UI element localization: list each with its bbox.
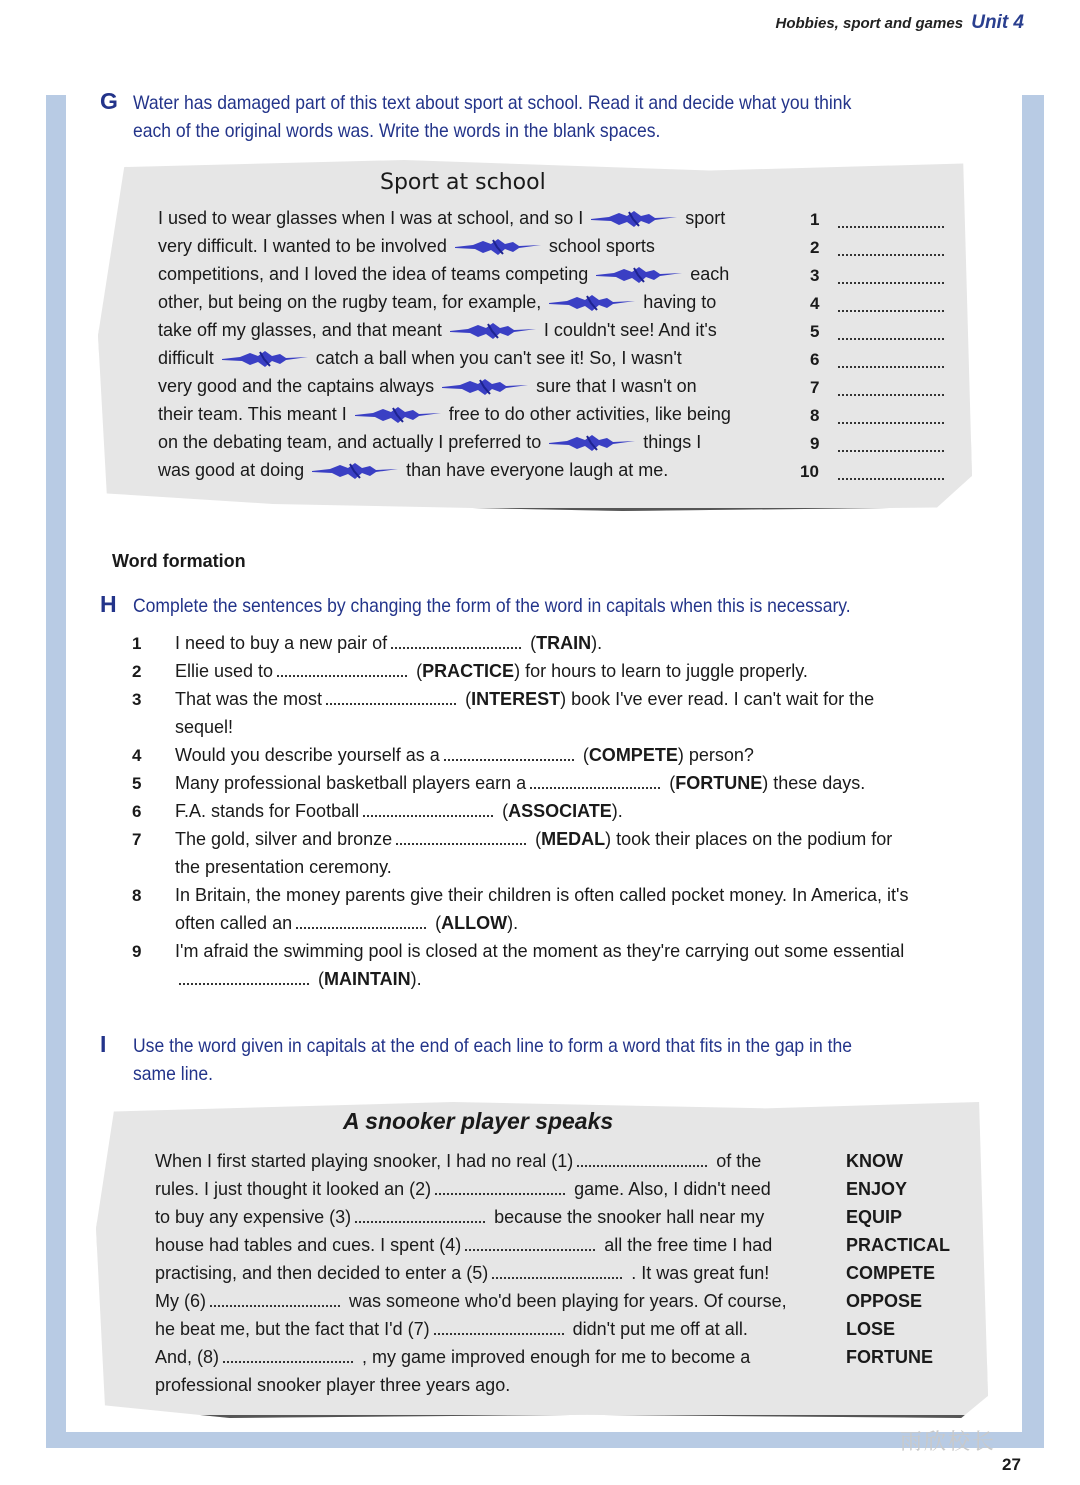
answer-blank[interactable] (391, 645, 521, 649)
line-text-before: on the debating team, and actually I preferred to (158, 432, 542, 452)
sentence-text: the presentation ceremony. (175, 857, 392, 877)
sentence-text-after: ) person? (677, 745, 754, 765)
answer-number: 2 (810, 238, 820, 257)
word-formation-heading: Word formation (112, 551, 246, 571)
item-number: 5 (132, 774, 142, 793)
sentence-line: That was the most (INTEREST) book I've ever read. I can't wait for the (175, 689, 875, 709)
sentence-text-after: ). (507, 913, 519, 933)
answer-blank[interactable] (296, 925, 426, 929)
line-text-after: I couldn't see! And it's (543, 320, 717, 340)
sentence-line: Would you describe yourself as a (COMPETE) person? (175, 745, 754, 765)
section-letter-h: H (100, 591, 117, 617)
sentence-text-after: ) book I've ever read. I can't wait for the (560, 689, 875, 709)
capital-word: FORTUNE (675, 773, 763, 793)
text-line (158, 404, 731, 425)
line-text-before: very good and the captains always (158, 376, 435, 396)
water-splash-icon (310, 462, 400, 480)
line-text-before: take off my glasses, and that meant (158, 320, 442, 340)
instruction-h: Complete the sentences by changing the form of the word in capitals when this is necessary. (133, 595, 851, 617)
sentence-line: The gold, silver and bronze (MEDAL) took their places on the podium for (175, 829, 893, 849)
text-line (155, 1151, 761, 1172)
answer-blank[interactable] (223, 1359, 353, 1363)
answer-blank[interactable] (492, 1275, 622, 1279)
sentence-text: I need to buy a new pair of (175, 633, 388, 653)
item-number: 6 (132, 802, 142, 821)
answer-blank-8[interactable] (838, 422, 944, 424)
answer-number: 1 (810, 210, 820, 229)
sentence-line: Ellie used to (PRACTICE) for hours to learn to juggle properly. (175, 661, 808, 681)
item-number: 9 (132, 942, 142, 961)
root-word: OPPOSE (846, 1291, 923, 1311)
sentence-line: (MAINTAIN). (175, 969, 422, 990)
answer-number: 6 (810, 350, 820, 369)
line-text-after: things I (643, 432, 702, 452)
section-letter-i: I (100, 1031, 107, 1057)
answer-blank[interactable] (363, 813, 493, 817)
line-text-before: to buy any expensive (3) (155, 1207, 352, 1227)
line-text-after: catch a ball when you can't see it! So, I wasn't (315, 348, 682, 368)
header-unit: Unit 4 (971, 12, 1024, 33)
line-text-before: I used to wear glasses when I was at school, and so I (158, 208, 584, 228)
line-text-after: . It was great fun! (626, 1263, 770, 1283)
text-line (158, 264, 729, 285)
answer-blank-1[interactable] (838, 226, 944, 228)
capital-word: PRACTICE (422, 661, 515, 681)
text-line (158, 432, 701, 453)
water-splash-icon (594, 266, 684, 284)
instruction-g-2: each of the original words was. Write the words in the blank spaces. (133, 120, 661, 142)
line-text-before: rules. I just thought it looked an (2) (155, 1179, 432, 1199)
sentence-text: F.A. stands for Football (175, 801, 360, 821)
watermark: 雨欣校长 (900, 1429, 997, 1454)
sentence-line (175, 941, 904, 962)
answer-number: 5 (810, 322, 820, 341)
line-text-before: My (6) (155, 1291, 206, 1311)
box-title-sport-at-school: Sport at school (380, 170, 546, 195)
text-line (155, 1347, 750, 1368)
sentence-text: often called an (175, 913, 293, 933)
line-text-before: And, (8) (155, 1347, 220, 1367)
sentence-text-after: ). (611, 801, 623, 821)
answer-blank[interactable] (530, 785, 660, 789)
box-title-snooker: A snooker player speaks (343, 1108, 614, 1134)
root-word: FORTUNE (846, 1347, 933, 1367)
line-text-after: having to (643, 292, 717, 312)
answer-number: 4 (810, 294, 820, 313)
sentence-line: F.A. stands for Football (ASSOCIATE). (175, 801, 623, 821)
text-line (155, 1291, 787, 1312)
water-splash-icon (440, 378, 530, 396)
water-splash-icon (547, 294, 637, 312)
sentence-text: Many professional basketball players earn a (175, 773, 527, 793)
root-word: COMPETE (846, 1263, 936, 1283)
sentence-text: sequel! (175, 717, 234, 737)
capital-word: INTEREST (471, 689, 561, 709)
text-line (155, 1235, 772, 1256)
water-splash-icon (453, 238, 543, 256)
text-line (155, 1263, 769, 1284)
line-text-after: , my game improved enough for me to become a (357, 1347, 751, 1367)
root-word: PRACTICAL (846, 1235, 950, 1255)
root-word: KNOW (846, 1151, 903, 1171)
sentence-text-after: ) for hours to learn to juggle properly. (514, 661, 808, 681)
answer-blank[interactable] (435, 1191, 565, 1195)
item-number: 1 (132, 634, 142, 653)
root-word: LOSE (846, 1319, 896, 1339)
answer-blank[interactable] (326, 701, 456, 705)
text-line (155, 1375, 510, 1396)
line-text-before: When I first started playing snooker, I had no real (1) (155, 1151, 574, 1171)
sentence-text-after: ). (591, 633, 603, 653)
text-line (155, 1207, 764, 1228)
line-text-after: of the (711, 1151, 762, 1171)
text-line (158, 236, 655, 257)
line-text-before: very difficult. I wanted to be involved (158, 236, 447, 256)
capital-word: ALLOW (441, 913, 508, 933)
sentence-text: The gold, silver and bronze (175, 829, 393, 849)
line-text-after: because the snooker hall near my (489, 1207, 765, 1227)
line-text-after: all the free time I had (599, 1235, 773, 1255)
water-splash-icon (353, 406, 443, 424)
root-word: EQUIP (846, 1207, 903, 1227)
answer-blank[interactable] (396, 841, 526, 845)
capital-word: COMPETE (588, 745, 678, 765)
line-text-after: free to do other activities, like being (448, 404, 731, 424)
answer-blank-9[interactable] (838, 450, 944, 452)
answer-blank[interactable] (434, 1331, 564, 1335)
sentence-text: That was the most (175, 689, 323, 709)
instruction-i-2: same line. (133, 1063, 213, 1085)
line-text-before: practising, and then decided to enter a (5) (155, 1263, 489, 1283)
water-splash-icon (547, 434, 637, 452)
answer-blank[interactable] (444, 757, 574, 761)
answer-blank[interactable] (465, 1247, 595, 1251)
item-number: 7 (132, 830, 142, 849)
line-text-after: than have everyone laugh at me. (406, 460, 669, 480)
capital-word: MAINTAIN (324, 969, 411, 989)
capital-word: TRAIN (536, 633, 592, 653)
answer-blank-5[interactable] (838, 338, 944, 340)
answer-blank-10[interactable] (838, 478, 944, 480)
capital-word: MEDAL (541, 829, 606, 849)
line-text-after: each (690, 264, 730, 284)
line-text-after: didn't put me off at all. (567, 1319, 748, 1339)
sentence-line: I need to buy a new pair of (TRAIN). (175, 633, 603, 653)
page-number: 27 (1002, 1455, 1021, 1474)
answer-number: 7 (810, 378, 820, 397)
line-text-before: was good at doing (158, 460, 305, 480)
sentence-text: I'm afraid the swimming pool is closed at the moment as they're carrying out some essential (175, 941, 905, 961)
answer-blank[interactable] (179, 981, 309, 985)
sentence-line (175, 717, 233, 738)
text-line (158, 208, 725, 229)
sentence-line (175, 885, 908, 906)
sentence-text: Would you describe yourself as a (175, 745, 440, 765)
item-number: 8 (132, 886, 142, 905)
answer-blank-7[interactable] (838, 394, 944, 396)
line-text-after: sure that I wasn't on (536, 376, 697, 396)
answer-blank[interactable] (355, 1219, 485, 1223)
line-text-after: sport (685, 208, 726, 228)
item-number: 4 (132, 746, 142, 765)
text-line (158, 460, 668, 481)
answer-blank-6[interactable] (838, 366, 944, 368)
page-header (776, 12, 1025, 34)
answer-blank-3[interactable] (838, 282, 944, 284)
header-title: Hobbies, sport and games (775, 15, 964, 32)
line-text-before: house had tables and cues. I spent (4) (155, 1235, 462, 1255)
line-text-before: their team. This meant I (158, 404, 347, 424)
sentence-line (175, 857, 392, 878)
line-text-before: other, but being on the rugby team, for example, (158, 292, 542, 312)
answer-number: 8 (810, 406, 820, 425)
text-box-snooker-player (96, 1102, 988, 1418)
capital-word: ASSOCIATE (508, 801, 612, 821)
text-line (158, 348, 682, 369)
line-text-before: competitions, and I loved the idea of teams competing (158, 264, 589, 284)
text-line (158, 292, 716, 313)
water-splash-icon (448, 322, 538, 340)
item-number: 3 (132, 690, 142, 709)
answer-number: 3 (810, 266, 820, 285)
instruction-i-1: Use the word given in capitals at the end of each line to form a word that fits in the gap in the (133, 1035, 853, 1057)
line-text-before: he beat me, but the fact that I'd (7) (155, 1319, 430, 1339)
line-text-before: professional snooker player three years ago. (155, 1375, 511, 1395)
line-text-after: school sports (548, 236, 655, 256)
text-line (155, 1319, 748, 1340)
answer-blank[interactable] (277, 673, 407, 677)
answer-blank-4[interactable] (838, 310, 944, 312)
sentence-line: often called an (ALLOW). (175, 913, 519, 933)
text-line (158, 320, 717, 341)
answer-blank[interactable] (210, 1303, 340, 1307)
line-text-after: game. Also, I didn't need (569, 1179, 771, 1199)
answer-blank[interactable] (577, 1163, 707, 1167)
answer-number: 9 (810, 434, 820, 453)
line-text-before: difficult (158, 348, 214, 368)
answer-number: 10 (800, 462, 819, 481)
water-splash-icon (220, 350, 310, 368)
section-letter-g: G (100, 88, 118, 114)
sentence-text-after: ) these days. (762, 773, 866, 793)
text-line (158, 376, 697, 397)
water-splash-icon (589, 210, 679, 228)
sentence-text: Ellie used to (175, 661, 274, 681)
sentence-line: Many professional basketball players earn a (FORTUNE) these days. (175, 773, 866, 793)
sentence-text-after: ) took their places on the podium for (605, 829, 893, 849)
instruction-g-1: Water has damaged part of this text about sport at school. Read it and decide what you think (133, 92, 852, 114)
root-word: ENJOY (846, 1179, 908, 1199)
item-number: 2 (132, 662, 142, 681)
sentence-text-after: ). (410, 969, 422, 989)
sentence-text: In Britain, the money parents give their children is often called pocket money. In America, it's (175, 885, 909, 905)
answer-blank-2[interactable] (838, 254, 944, 256)
line-text-after: was someone who'd been playing for years. Of course, (344, 1291, 787, 1311)
text-line (155, 1179, 771, 1200)
